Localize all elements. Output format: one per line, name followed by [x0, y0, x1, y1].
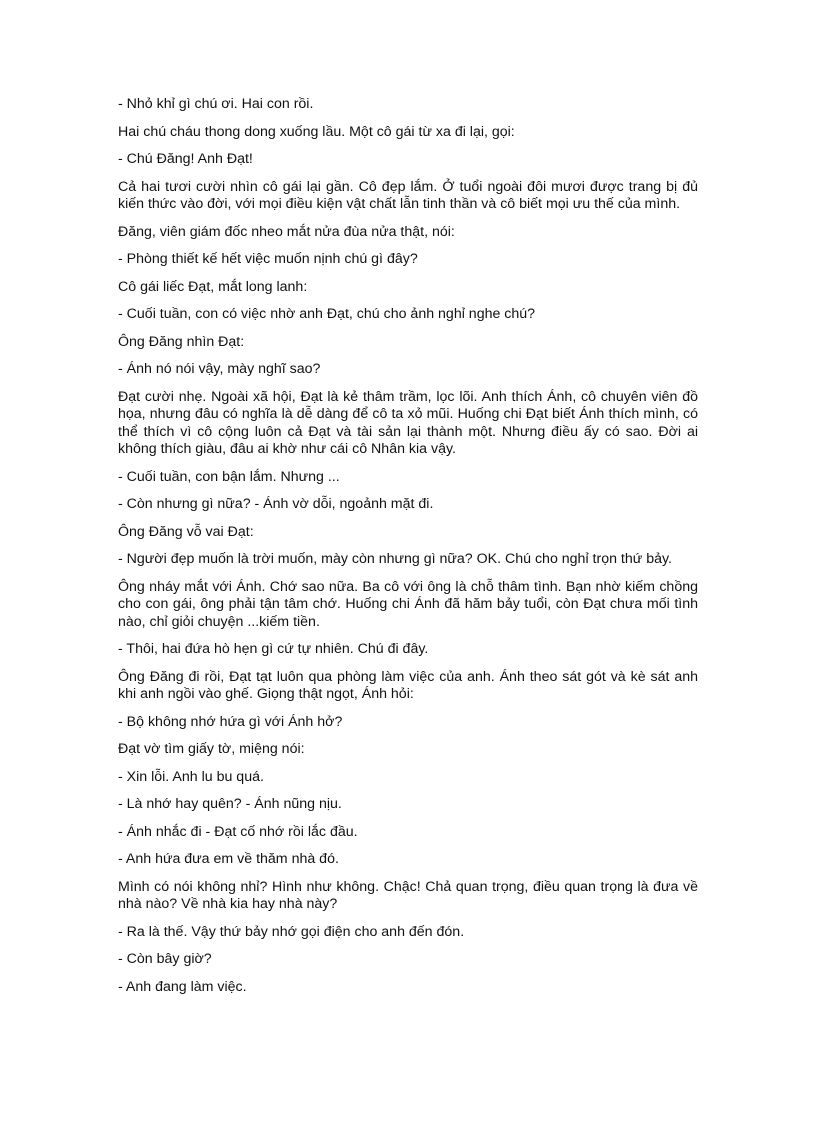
paragraph: Hai chú cháu thong dong xuống lầu. Một cô gái từ xa đi lại, gọi:: [118, 123, 515, 140]
paragraph: - Nhỏ khỉ gì chú ơi. Hai con rồi.: [118, 96, 314, 112]
document-page: [118, 96, 698, 1006]
paragraph: - Xin lỗi. Anh lu bu quá.: [118, 768, 264, 785]
paragraph: - Thôi, hai đứa hò hẹn gì cứ tự nhiên. Chú đi đây.: [118, 641, 429, 657]
paragraph: - Bộ không nhớ hứa gì với Ánh hở?: [118, 713, 343, 730]
paragraph: - Cuối tuần, con có việc nhờ anh Đạt, chú cho ảnh nghỉ nghe chú?: [118, 306, 536, 322]
paragraph: - Ra là thế. Vậy thứ bảy nhớ gọi điện cho anh đến đón.: [118, 923, 465, 940]
paragraph: - Là nhớ hay quên? - Ánh nũng nịu.: [118, 796, 342, 812]
paragraph: - Phòng thiết kế hết việc muốn nịnh chú gì đây?: [118, 251, 418, 267]
paragraph: - Anh hứa đưa em về thăm nhà đó.: [118, 851, 339, 867]
paragraph: - Ánh nó nói vậy, mày nghĩ sao?: [118, 361, 321, 377]
paragraph: Cô gái liếc Đạt, mắt long lanh:: [118, 278, 308, 295]
paragraph: - Cuối tuần, con bận lắm. Nhưng ...: [118, 468, 340, 485]
paragraph: Đăng, viên giám đốc nheo mắt nửa đùa nửa thật, nói:: [118, 223, 455, 240]
paragraph: Đạt cười nhẹ. Ngoài xã hội, Đạt là kẻ thâm trầm, lọc lõi. Anh thích Ánh, cô chuyên viên đồ họa, nhưng đâu có nghĩa là dễ dàng để cô ta xỏ mũi. Huống chi Đạt biết Ánh thích mình, có thể thích vì cô cộng luôn cả Đạt và tài sản lại thành một. Nhưng điều ấy có sao. Đời ai không thích giàu, đâu ai khờ như cái cô Nhân kia vậy.: [118, 388, 698, 457]
paragraph: - Người đẹp muốn là trời muốn, mày còn nhưng gì nữa? OK. Chú cho nghỉ trọn thứ bảy.: [118, 551, 672, 567]
paragraph: - Còn nhưng gì nữa? - Ánh vờ dỗi, ngoảnh mặt đi.: [118, 496, 434, 512]
paragraph: - Chú Đăng! Anh Đạt!: [118, 151, 253, 167]
paragraph: - Còn bây giờ?: [118, 951, 212, 967]
paragraph: Ông nháy mắt với Ánh. Chớ sao nữa. Ba cô với ông là chỗ thâm tình. Bạn nhờ kiếm chồng cho con gái, ông phải tận tâm chớ. Huống chi Ánh đã hăm bảy tuổi, còn Đạt chưa mối tình nào, chỉ giỏi chuyện ...kiếm tiền.: [118, 578, 698, 630]
paragraph: Mình có nói không nhỉ? Hình như không. Chậc! Chả quan trọng, điều quan trọng là đưa về nhà nào? Về nhà kia hay nhà này?: [118, 878, 698, 912]
paragraph: Cả hai tươi cười nhìn cô gái lại gần. Cô đẹp lắm. Ở tuổi ngoài đôi mươi được trang bị đủ kiến thức vào đời, với mọi điều kiện vật chất lẫn tinh thần và cô biết mọi ưu thế của mình.: [118, 178, 698, 212]
paragraph: Ông Đăng đi rồi, Đạt tạt luôn qua phòng làm việc của anh. Ánh theo sát gót và kè sát anh khi anh ngồi vào ghế. Giọng thật ngọt, Ánh hỏi:: [118, 668, 698, 702]
paragraph: - Anh đang làm việc.: [118, 978, 247, 995]
paragraph: Ông Đăng vỗ vai Đạt:: [118, 523, 254, 540]
paragraph: Đạt vờ tìm giấy tờ, miệng nói:: [118, 741, 305, 757]
paragraph: Ông Đăng nhìn Đạt:: [118, 333, 245, 350]
paragraph: - Ánh nhắc đi - Đạt cố nhớ rồi lắc đầu.: [118, 823, 358, 840]
